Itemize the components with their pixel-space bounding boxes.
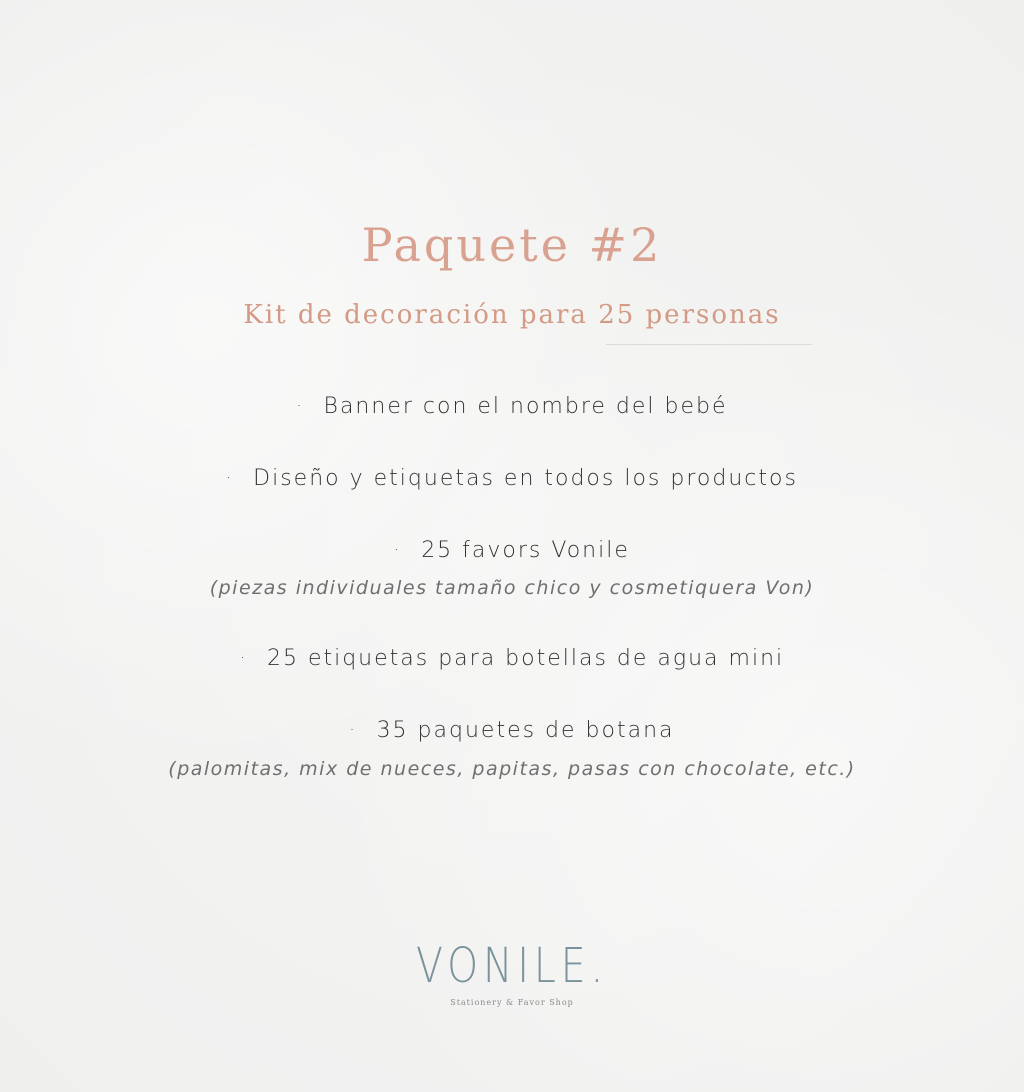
bullet-icon: · [394,539,402,559]
list-item-water-labels [0,646,1024,671]
list-item-snacks [0,718,1024,743]
list-item-text: Diseño y etiquetas en todos los productos [253,466,798,491]
bullet-icon: · [296,395,304,415]
list-item-banner [0,394,1024,419]
brand-tagline: Stationery & Favor Shop [450,998,574,1007]
list-item-text: Banner con el nombre del bebé [323,394,728,419]
list-item-text: 25 etiquetas para botellas de agua mini [266,646,785,671]
page-title: Paquete #2 [361,218,663,272]
list-item-design [0,466,1024,491]
bullet-icon: · [226,467,234,487]
bullet-icon: · [239,647,247,667]
page-subtitle: Kit de decoración para 25 personas [243,300,781,330]
list-item-text: 35 paquetes de botana [376,718,675,743]
list-item-text: 25 favors Vonile [421,538,630,563]
list-item-favors [0,538,1024,563]
subtitle-underline [606,344,812,345]
list-item-note-favors: (piezas individuales tamaño chico y cosmetiquera Von) [209,577,815,599]
list-item-note-snacks: (palomitas, mix de nueces, papitas, pasas con chocolate, etc.) [168,758,856,780]
bullet-icon: · [349,719,357,739]
brand-logo: VONILE. [415,938,609,994]
